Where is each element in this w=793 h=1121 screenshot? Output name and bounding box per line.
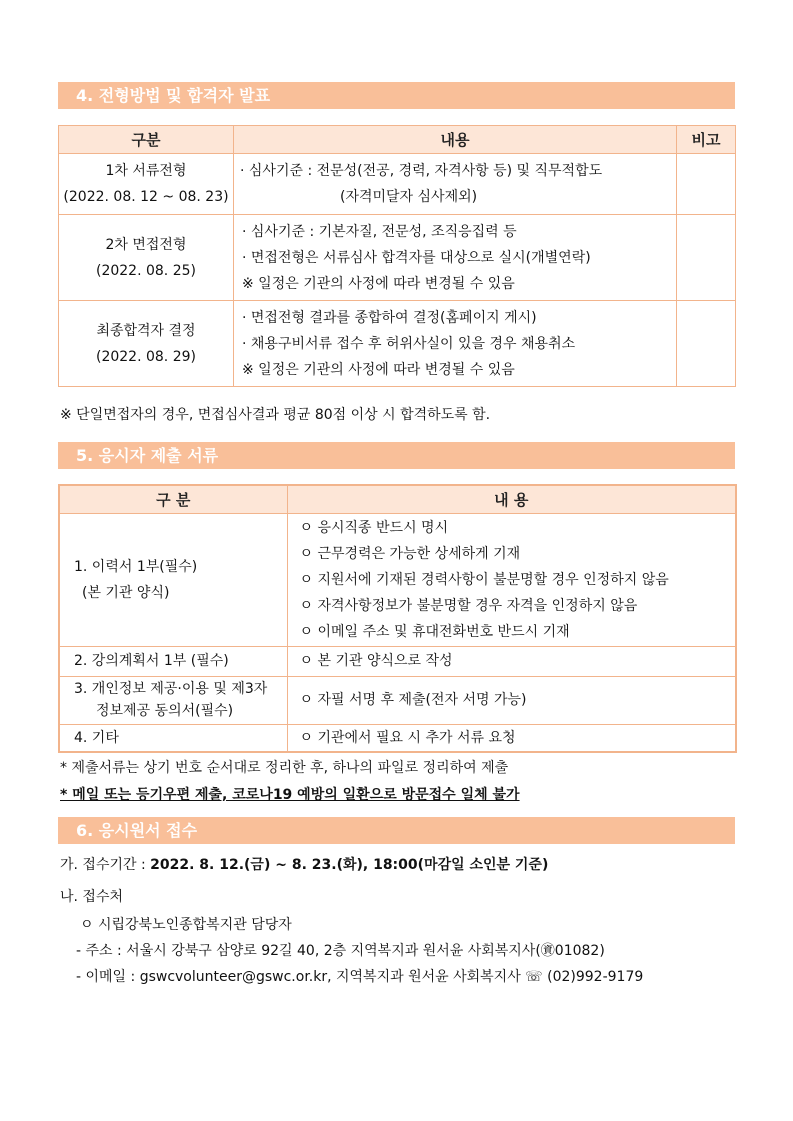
- header-category: 구분: [59, 126, 234, 154]
- header-content: 내용: [234, 126, 677, 154]
- content-cell: ㅇ 응시직종 반드시 명시 ㅇ 근무경력은 가능한 상세하게 기재 ㅇ 지원서에 기재된 경력사항이 불분명할 경우 인정하지 않음 ㅇ 자격사항정보가 불분명할 경우 자격을 인정하지 않음 ㅇ 이메일 주소 및 휴대전화번호 반드시 기재: [287, 513, 736, 646]
- stage-cell: 최종합격자 결정 (2022. 08. 29): [59, 301, 234, 387]
- submission-place-label: 나. 접수처: [60, 889, 123, 905]
- table-row: [59, 513, 736, 646]
- documents-table: [58, 484, 737, 753]
- stage-cell: 2차 면접전형 (2022. 08. 25): [59, 215, 234, 301]
- period-label: 가. 접수기간 :: [60, 857, 151, 873]
- contact-email: - 이메일 : gswcvolunteer@gswc.or.kr, 지역복지과 원서윤 사회복지사 ☏ (02)992-9179: [76, 969, 644, 985]
- content-cell: · 면접전형 결과를 종합하여 결정(홈페이지 게시) · 채용구비서류 접수 후 허위사실이 있을 경우 채용취소 ※ 일정은 기관의 사정에 따라 변경될 수 있음: [234, 301, 677, 387]
- header-content: 내 용: [287, 485, 736, 513]
- submission-note: * 제출서류는 상기 번호 순서대로 정리한 후, 하나의 파일로 정리하여 제출: [60, 760, 509, 776]
- section-5-title: 5. 응시자 제출 서류: [58, 442, 735, 469]
- header-remarks: 비고: [677, 126, 736, 154]
- selection-table: [58, 125, 736, 387]
- table-row: [59, 154, 736, 215]
- contact-person: ㅇ 시립강북노인종합복지관 담당자: [80, 917, 292, 933]
- doc-cell: 1. 이력서 1부(필수) (본 기관 양식): [59, 513, 287, 646]
- remarks-cell: [677, 215, 736, 301]
- content-cell: · 심사기준 : 전문성(전공, 경력, 자격사항 등) 및 직무적합도 (자격미달자 심사제외): [234, 154, 677, 215]
- doc-cell: 4. 기타: [59, 724, 287, 752]
- remarks-cell: [677, 154, 736, 215]
- table-row: [59, 676, 736, 724]
- content-cell: ㅇ 본 기관 양식으로 작성: [287, 646, 736, 676]
- section-4-title: 4. 전형방법 및 합격자 발표: [58, 82, 735, 109]
- content-cell: ㅇ 자필 서명 후 제출(전자 서명 가능): [287, 676, 736, 724]
- table-row: [59, 724, 736, 752]
- table-row: [59, 301, 736, 387]
- stage-cell: 1차 서류전형 (2022. 08. 12 ~ 08. 23): [59, 154, 234, 215]
- table-row: [59, 646, 736, 676]
- submission-warning: * 메일 또는 등기우편 제출, 코로나19 예방의 일환으로 방문접수 일체 불가: [60, 787, 520, 803]
- doc-cell: 3. 개인정보 제공·이용 및 제3자 정보제공 동의서(필수): [59, 676, 287, 724]
- period-value: 2022. 8. 12.(금) ~ 8. 23.(화), 18:00(마감일 소인분 기준): [150, 857, 549, 873]
- doc-cell: 2. 강의계획서 1부 (필수): [59, 646, 287, 676]
- contact-address: - 주소 : 서울시 강북구 삼양로 92길 40, 2층 지역복지과 원서윤 사회복지사(㊮01082): [76, 943, 605, 959]
- section-4-footnote: ※ 단일면접자의 경우, 면접심사결과 평균 80점 이상 시 합격하도록 함.: [60, 407, 491, 423]
- table-row: [59, 215, 736, 301]
- content-cell: ㅇ 기관에서 필요 시 추가 서류 요청: [287, 724, 736, 752]
- header-category: 구 분: [59, 485, 287, 513]
- remarks-cell: [677, 301, 736, 387]
- application-period: [60, 854, 548, 874]
- content-cell: · 심사기준 : 기본자질, 전문성, 조직응집력 등 · 면접전형은 서류심사 합격자를 대상으로 실시(개별연락) ※ 일정은 기관의 사정에 따라 변경될 수 있음: [234, 215, 677, 301]
- section-6-title: 6. 응시원서 접수: [58, 817, 735, 844]
